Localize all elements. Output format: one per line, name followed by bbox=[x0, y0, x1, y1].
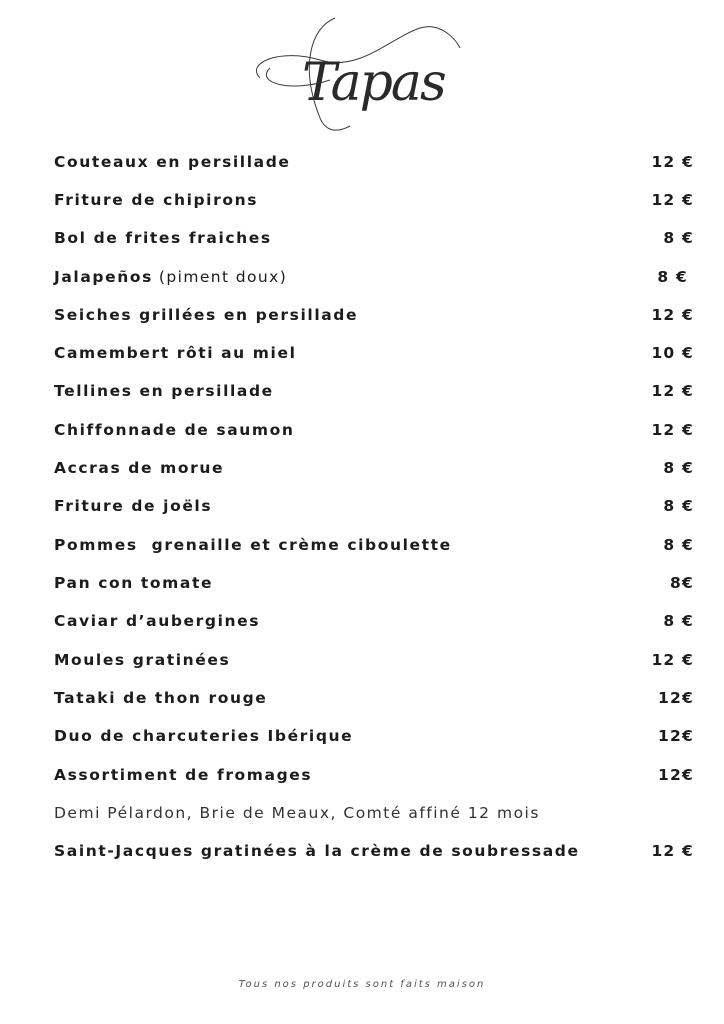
item-name: Couteaux en persillade bbox=[54, 153, 291, 171]
item-name: Caviar d’aubergines bbox=[54, 612, 261, 630]
item-price: 12€ bbox=[658, 727, 694, 745]
menu-item bbox=[54, 344, 694, 370]
item-price: 12 € bbox=[651, 651, 694, 669]
item-name: Pan con tomate bbox=[54, 574, 214, 592]
item-price: 8 € bbox=[663, 612, 694, 630]
item-name: Duo de charcuteries Ibérique bbox=[54, 727, 354, 745]
item-name: Saint-Jacques gratinées à la crème de soubressade bbox=[54, 842, 580, 860]
item-description: Demi Pélardon, Brie de Meaux, Comté affiné 12 mois bbox=[54, 804, 540, 822]
item-price: 8 € bbox=[663, 229, 694, 247]
menu-item bbox=[54, 536, 694, 562]
menu-item-description bbox=[54, 804, 694, 830]
item-name: Chiffonnade de saumon bbox=[54, 421, 295, 439]
title-text: Tapas bbox=[302, 53, 445, 113]
item-name: Pommes grenaille et crème ciboulette bbox=[54, 536, 452, 554]
footer-note: Tous nos produits sont faits maison bbox=[238, 979, 486, 990]
menu-item bbox=[54, 306, 694, 332]
item-price: 12 € bbox=[651, 153, 694, 171]
item-price: 8€ bbox=[670, 574, 694, 592]
menu-item bbox=[54, 612, 694, 638]
item-price: 8 € bbox=[657, 268, 688, 286]
menu-item bbox=[54, 459, 694, 485]
item-name: Moules gratinées bbox=[54, 651, 231, 669]
menu-item bbox=[54, 229, 694, 255]
menu-item bbox=[54, 268, 694, 294]
menu-item bbox=[54, 382, 694, 408]
item-price: 10 € bbox=[651, 344, 694, 362]
item-price: 8 € bbox=[663, 459, 694, 477]
item-price: 12€ bbox=[658, 689, 694, 707]
menu-item bbox=[54, 574, 694, 600]
menu-item bbox=[54, 191, 694, 217]
item-price: 12 € bbox=[651, 306, 694, 324]
item-price: 12€ bbox=[658, 766, 694, 784]
item-name: Assortiment de fromages bbox=[54, 766, 313, 784]
item-name: Camembert rôti au miel bbox=[54, 344, 297, 362]
item-name-note: (piment doux) bbox=[158, 268, 288, 286]
item-name: Bol de frites fraiches bbox=[54, 229, 272, 247]
menu-item bbox=[54, 766, 694, 792]
item-name: Friture de chipirons bbox=[54, 191, 259, 209]
item-price: 8 € bbox=[663, 536, 694, 554]
item-price: 12 € bbox=[651, 191, 694, 209]
menu-item bbox=[54, 651, 694, 677]
item-name: Tataki de thon rouge bbox=[54, 689, 268, 707]
item-price: 12 € bbox=[651, 421, 694, 439]
item-name: Seiches grillées en persillade bbox=[54, 306, 359, 324]
menu-item bbox=[54, 842, 694, 868]
menu-item bbox=[54, 727, 694, 753]
menu-item bbox=[54, 497, 694, 523]
item-name bbox=[54, 268, 287, 286]
item-name: Friture de joëls bbox=[54, 497, 213, 515]
menu-item bbox=[54, 153, 694, 179]
item-name: Tellines en persillade bbox=[54, 382, 274, 400]
item-price: 12 € bbox=[651, 382, 694, 400]
item-name: Accras de morue bbox=[54, 459, 225, 477]
item-price: 8 € bbox=[663, 497, 694, 515]
menu-item bbox=[54, 421, 694, 447]
item-name-main: Jalapeños bbox=[54, 268, 153, 286]
menu-item bbox=[54, 689, 694, 715]
item-price: 12 € bbox=[651, 842, 694, 860]
